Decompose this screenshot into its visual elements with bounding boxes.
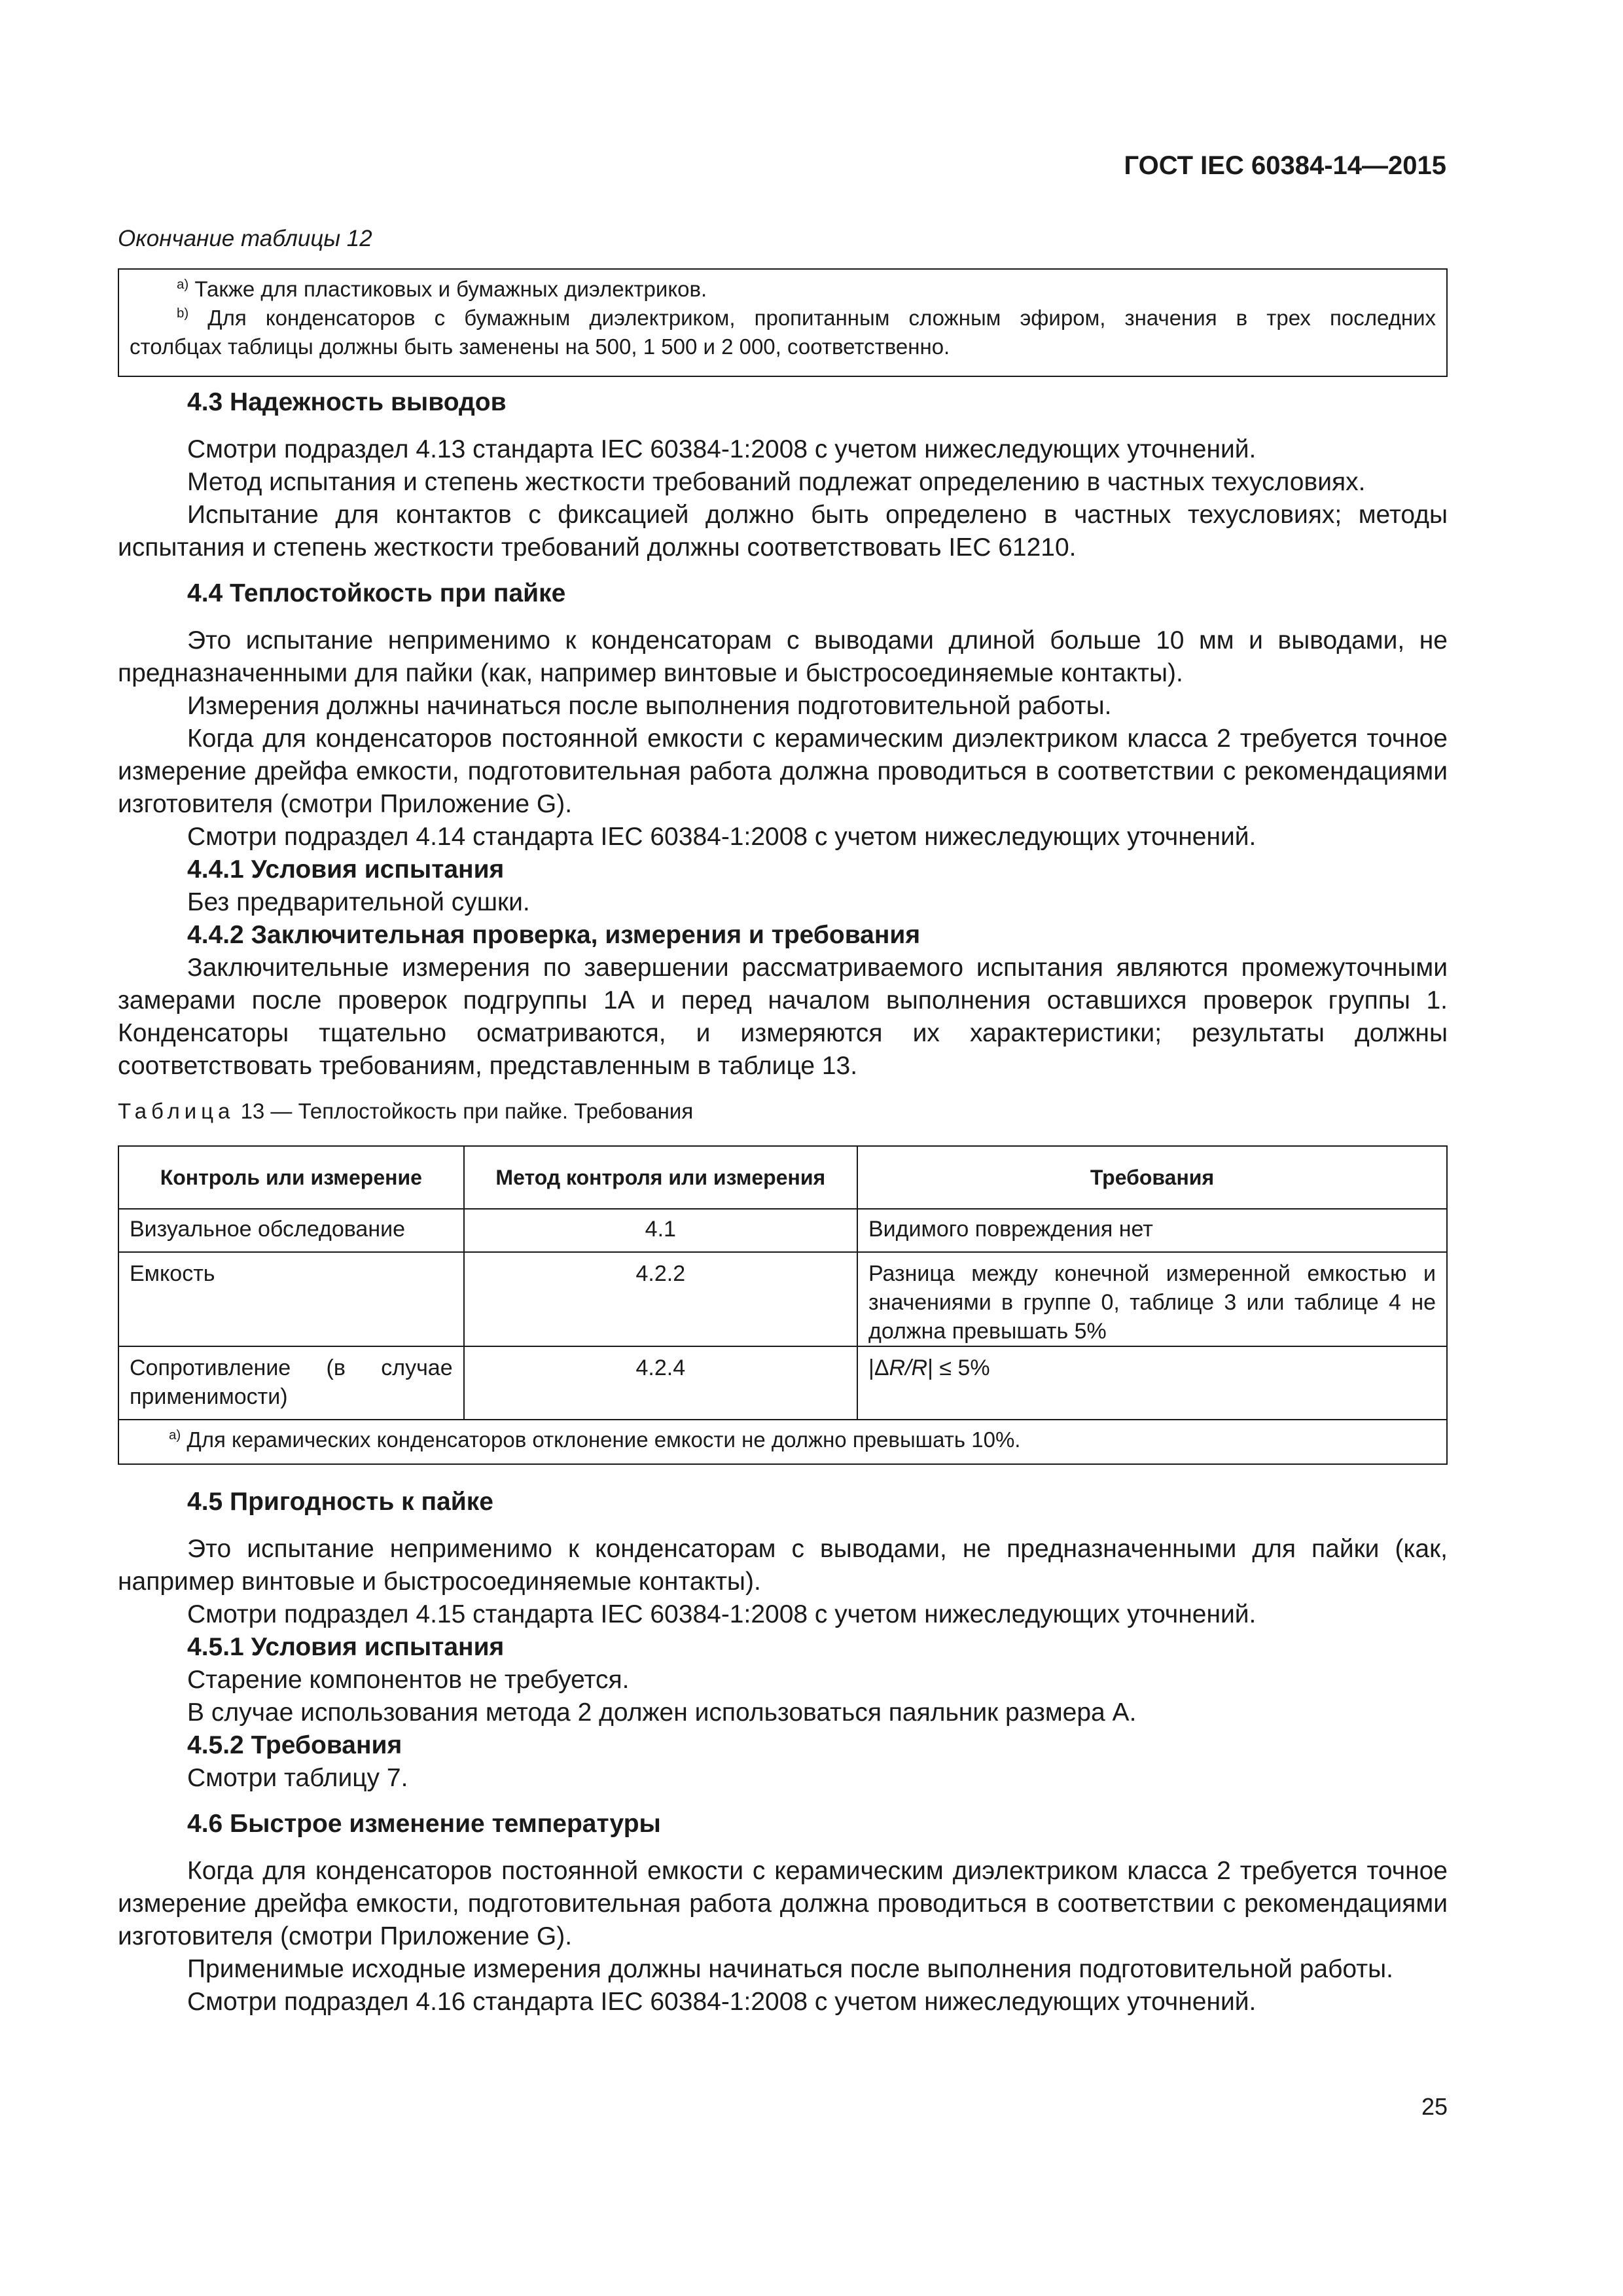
table13-header-method: Метод контроля или измерения	[464, 1146, 857, 1209]
table-cell-requirement: Разница между конечной измеренной емкостью и значениями в группе 0, таблице 3 или таблице 4 не должна превышать 5%	[857, 1252, 1447, 1346]
table13-caption-word: Таблица	[118, 1099, 235, 1123]
section-4-4-1-text: Без предварительной сушки.	[187, 888, 530, 916]
table-cell-method: 4.2.2	[464, 1252, 857, 1346]
section-4-4-p4: Смотри подраздел 4.14 стандарта IEC 60384-1:2008 с учетом нижеследующих уточнений.	[187, 823, 1257, 851]
table12-note-b-line1	[130, 304, 1436, 332]
section-4-5-1-text-b: В случае использования метода 2 должен использоваться паяльник размера А.	[187, 1698, 1137, 1727]
section-4-6-p1: Когда для конденсаторов постоянной емкости с керамическим диэлектриком класса 2 требуется точное измерение дрейфа емкости, подготовительная работа должна проводиться в соответствии с рекомендациями изготовителя (смотри Приложение G).	[118, 1857, 1448, 1950]
section-4-4-p2: Измерения должны начинаться после выполнения подготовительной работы.	[187, 692, 1112, 720]
note-a-mark: a)	[177, 277, 189, 292]
req-ratio: R/R	[889, 1355, 928, 1380]
table12-note-a	[130, 275, 1436, 304]
table-cell-control: Сопротивление (в случае применимости)	[118, 1346, 464, 1420]
table-cell-method: 4.2.4	[464, 1346, 857, 1420]
section-4-4-p1: Это испытание неприменимо к конденсаторам с выводами длиной больше 10 мм и выводами, не предназначенными для пайки (как, например винтовые и быстросоединяемые контакты).	[118, 626, 1448, 687]
table13-header-requirements: Требования	[857, 1146, 1447, 1209]
section-4-6-p2: Применимые исходные измерения должны начинаться после выполнения подготовительной работы.	[187, 1955, 1393, 1983]
section-4-5-2-heading: 4.5.2 Требования	[187, 1731, 402, 1759]
table13-header-row	[118, 1146, 1447, 1209]
table-continuation-label: Окончание таблицы 12	[118, 226, 372, 251]
table-row	[118, 1346, 1447, 1420]
section-4-4-2-text: Заключительные измерения по завершении рассматриваемого испытания являются промежуточными замерами после проверок подгруппы 1А и перед началом выполнения оставшихся проверок группы 1. Конденсаторы тщательно осматриваются, и измеряются их характеристики; результаты должны соответствовать требованиям, представленным в таблице 13.	[118, 954, 1448, 1080]
section-4-3-heading: 4.3 Надежность выводов	[187, 388, 507, 416]
page-number: 25	[1421, 2093, 1448, 2120]
section-4-4-1-heading: 4.4.1 Условия испытания	[187, 855, 505, 884]
section-4-3-p2: Метод испытания и степень жесткости требований подлежат определению в частных техусловиях.	[187, 468, 1366, 496]
req-suffix: | ≤ 5%	[927, 1355, 990, 1380]
section-4-6-p3: Смотри подраздел 4.16 стандарта IEC 60384-1:2008 с учетом нижеследующих уточнений.	[187, 1988, 1257, 2016]
table12-notes	[118, 268, 1448, 377]
section-4-4-heading: 4.4 Теплостойкость при пайке	[187, 579, 566, 607]
table12-note-b-line2: столбцах таблицы должны быть заменены на 500, 1 500 и 2 000, соответственно.	[130, 334, 950, 359]
section-4-5-1-text-a: Старение компонентов не требуется.	[187, 1666, 630, 1694]
section-4-5-p2: Смотри подраздел 4.15 стандарта IEC 60384-1:2008 с учетом нижеследующих уточнений.	[187, 1600, 1257, 1628]
section-4-3-p1: Смотри подраздел 4.13 стандарта IEC 60384-1:2008 с учетом нижеследующих уточнений.	[187, 435, 1257, 463]
note-a-text: Также для пластиковых и бумажных диэлектриков.	[194, 277, 707, 301]
table13-footnote-row	[118, 1420, 1447, 1464]
section-4-3-p3: Испытание для контактов с фиксацией должно быть определено в частных техусловиях; методы испытания и степень жесткости требований должны соответствовать IEC 61210.	[118, 501, 1448, 562]
section-4-6-heading: 4.6 Быстрое изменение температуры	[187, 1810, 661, 1838]
document-id: ГОСТ IEC 60384-14—2015	[1124, 151, 1446, 180]
note-b-mark: b)	[177, 306, 189, 321]
table-row	[118, 1209, 1447, 1252]
section-4-5-1-heading: 4.5.1 Условия испытания	[187, 1633, 505, 1661]
table13	[118, 1145, 1448, 1465]
table-cell-control: Визуальное обследование	[118, 1209, 464, 1252]
table13-caption	[118, 1097, 1448, 1126]
section-4-4-p3: Когда для конденсаторов постоянной емкости с керамическим диэлектриком класса 2 требуется точное измерение дрейфа емкости, подготовительная работа должна проводиться в соответствии с рекомендациями изготовителя (смотри Приложение G).	[118, 725, 1448, 818]
table13-caption-text: 13 — Теплостойкость при пайке. Требования	[240, 1099, 694, 1123]
table-cell-requirement: Видимого повреждения нет	[857, 1209, 1447, 1252]
req-prefix: |Δ	[868, 1355, 889, 1380]
table13-header-control: Контроль или измерение	[118, 1146, 464, 1209]
document-body	[118, 386, 1448, 2018]
table-row	[118, 1252, 1447, 1346]
section-4-5-heading: 4.5 Пригодность к пайке	[187, 1488, 493, 1516]
footnote-mark: a)	[169, 1427, 181, 1443]
table13-footnote	[118, 1420, 1447, 1464]
section-4-4-2-heading: 4.4.2 Заключительная проверка, измерения и требования	[187, 921, 921, 949]
table-cell-control: Емкость	[118, 1252, 464, 1346]
note-b-text-1: Для конденсаторов с бумажным диэлектриком, пропитанным сложным эфиром, значения в трех последних	[207, 306, 1436, 330]
table-cell-requirement	[857, 1346, 1447, 1420]
footnote-text: Для керамических конденсаторов отклонение емкости не должно превышать 10%.	[187, 1427, 1021, 1452]
section-4-5-2-text: Смотри таблицу 7.	[187, 1764, 408, 1792]
section-4-5-p1: Это испытание неприменимо к конденсаторам с выводами, не предназначенными для пайки (как, например винтовые и быстросоединяемые контакты).	[118, 1535, 1448, 1596]
table-cell-method: 4.1	[464, 1209, 857, 1252]
